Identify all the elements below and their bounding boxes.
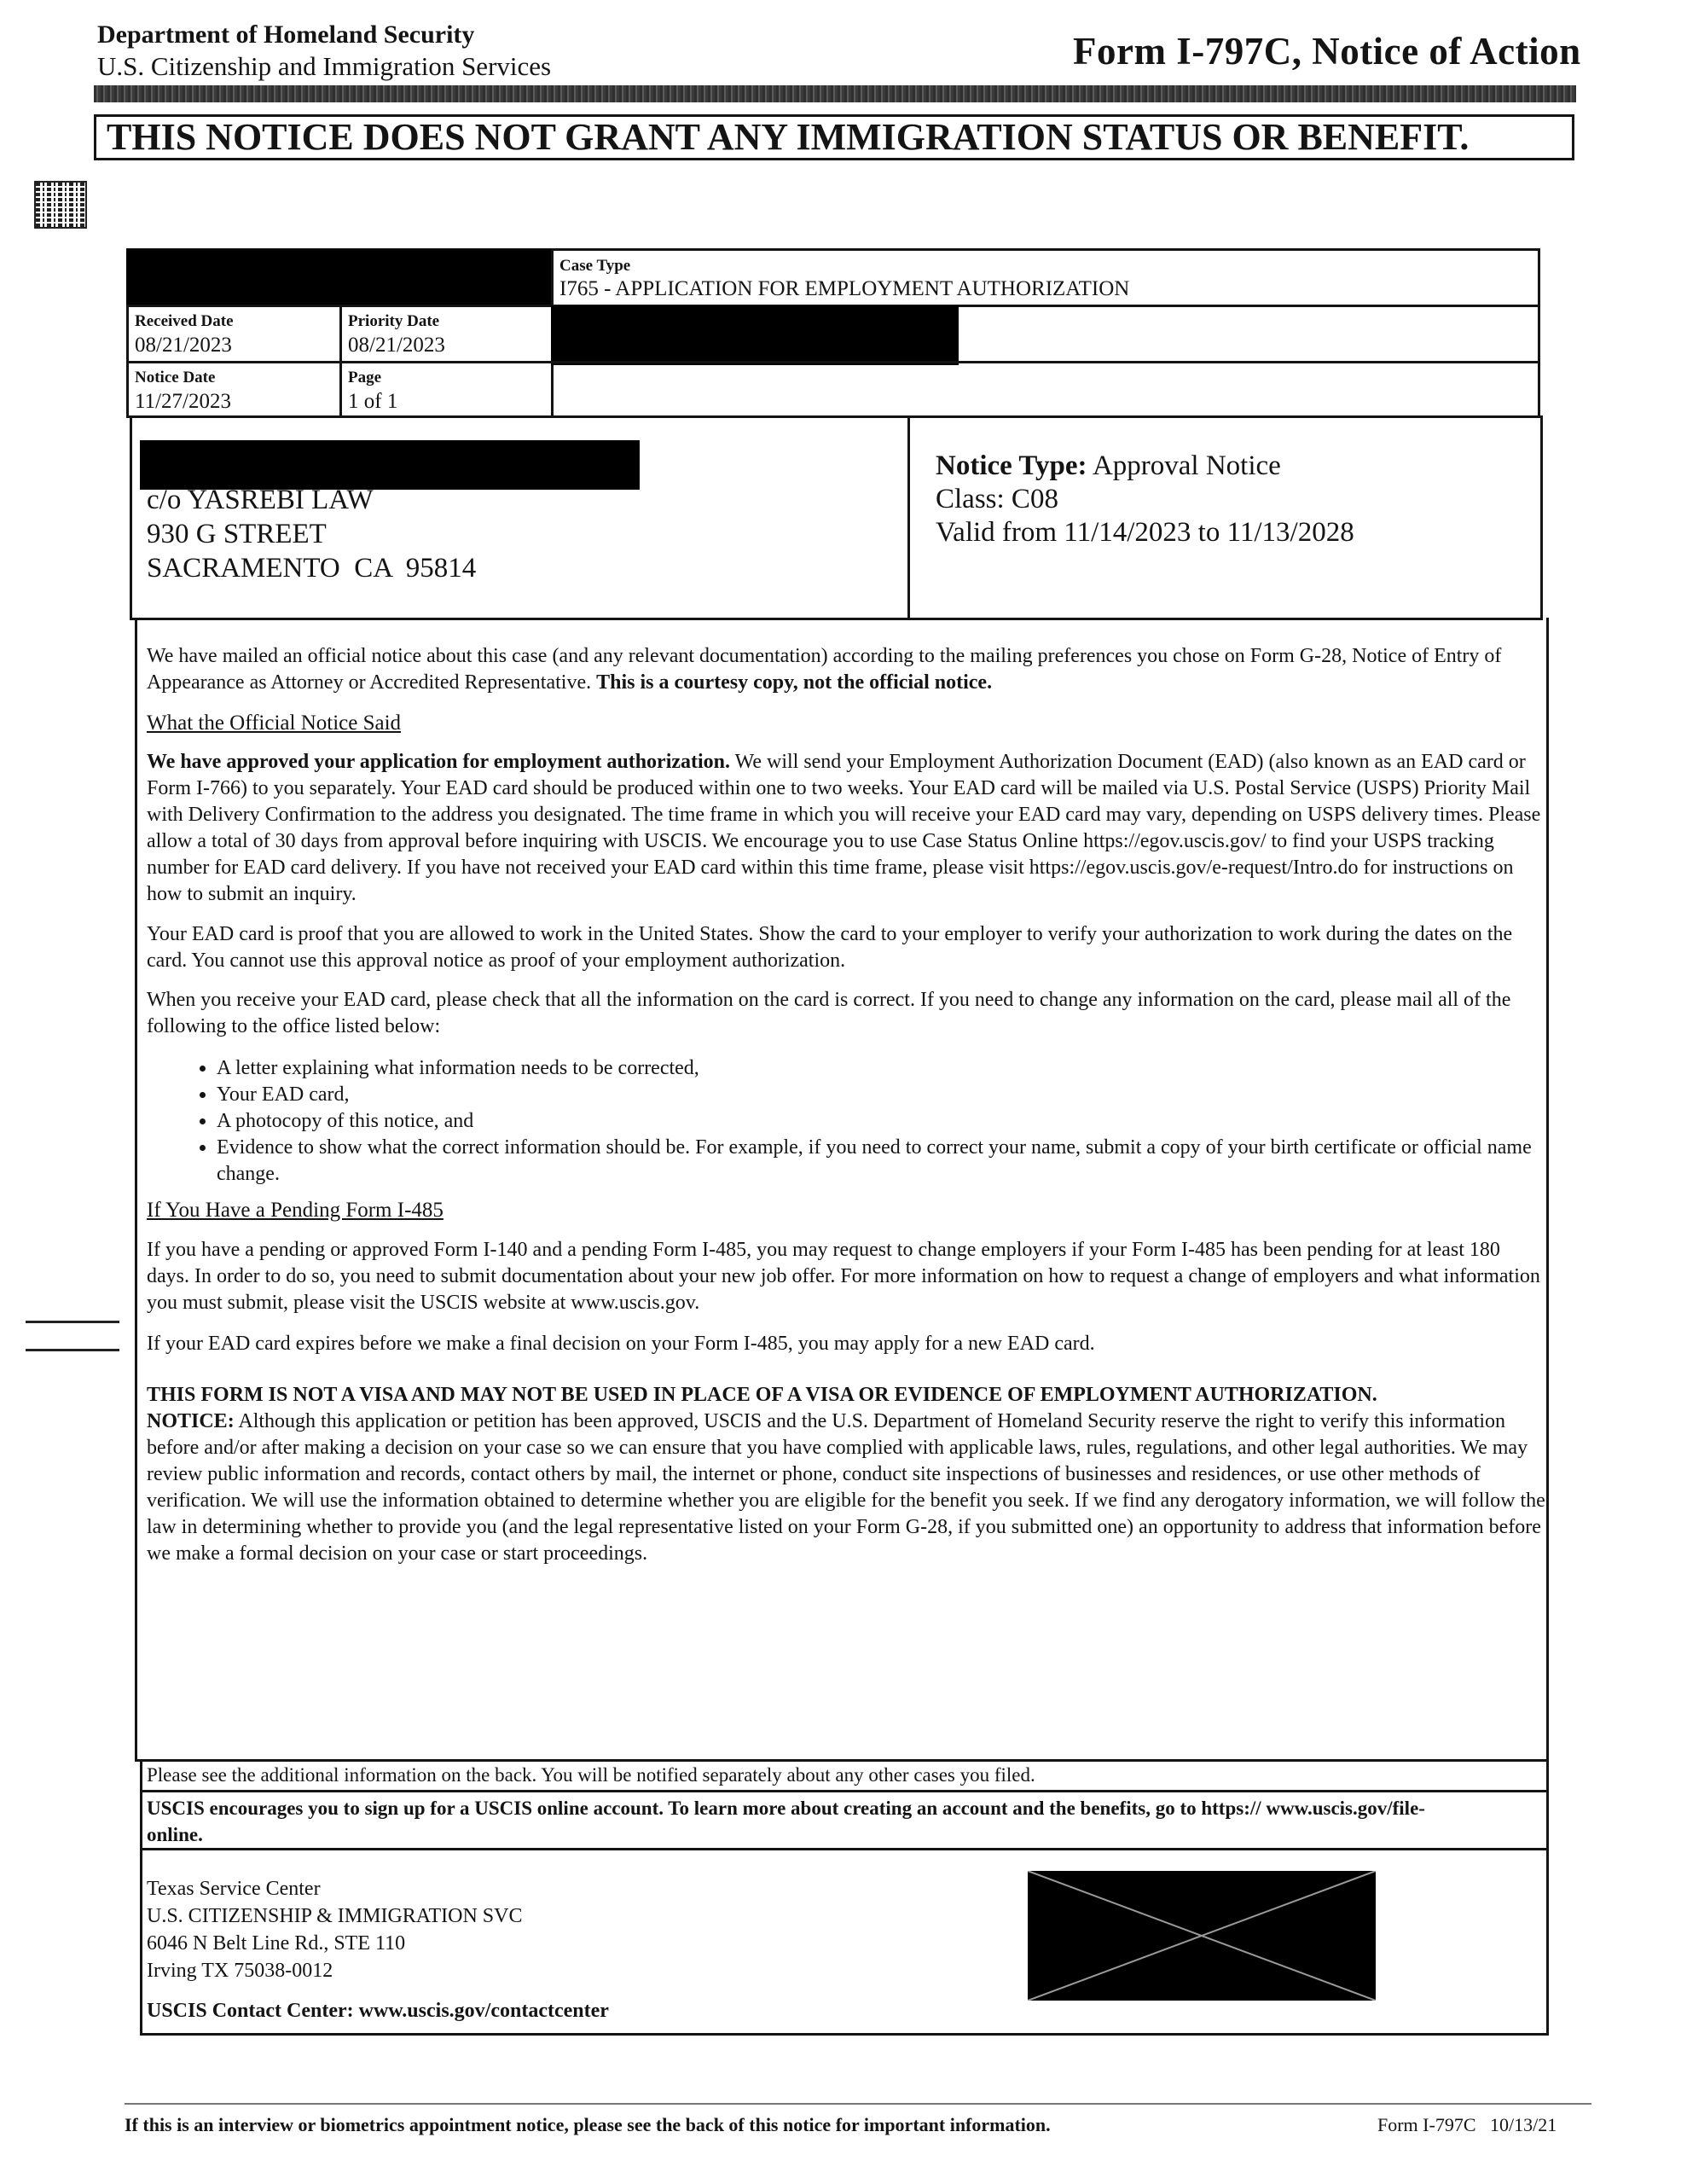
page-value: 1 of 1 [348,390,398,413]
notice-type-value: Approval Notice [1092,450,1281,481]
approval-bold: We have approved your application for employment authorization. [147,751,731,773]
received-date-value: 08/21/2023 [135,334,232,357]
body-frame-right [1546,618,1549,1761]
signature-redaction [1028,1871,1376,2001]
grid-line [907,415,910,620]
bottom-rule [125,2103,1591,2105]
section-heading-official-notice: What the Official Notice Said [147,712,402,735]
verification-text: Although this application or petition has been approved, USCIS and the U.S. Department of Homeland Security reserve the right to verify this information before and/or after making a decision on your case so we can ensure that you have complied with applicable laws, rules, regulations, and other legal authorities. We may review public information and records, contact others by mail, the internet or phone, conduct site inspections of businesses and residences, or use other methods of verification. We will use the information obtained to determine whether you are eligible for the benefit you seek. If we find any derogatory information, we will follow the law in determining whether to provide you (and the legal representative listed on your Form G-28, if you submitted one) an opportunity to address that information before we make a formal decision on your case or start proceedings. [147,1410,1545,1565]
approval-text: We will send your Employment Authorization Document (EAD) (also known as an EAD card or Form I-766) to you separately. Your EAD card should be produced within one to two weeks. Your EAD card will be mailed via U.S. Postal Service (USPS) Priority Mail with Delivery Confirmation to the address you designated. The time frame in which you will receive your EAD card may vary, depending on USPS delivery times. Please allow a total of 30 days from approval before inquiring with USCIS. We encourage you to use Case Status Online https://egov.uscis.gov/ to find your USPS tracking number for EAD card delivery. If you have not received your EAD card within this time frame, please visit https://egov.uscis.gov/e-request/Intro.do for instructions on how to submit an inquiry. [147,751,1541,905]
grid-line [1546,1759,1549,2036]
online-account-note: USCIS encourages you to sign up for a USCIS online account. To learn more about creating an account and the benefits, go to https:// www.uscis.gov/file-online. [147,1798,1425,1845]
grid-line [140,1848,1549,1850]
notice-class: Class: C08 [936,484,1058,514]
list-item: • A letter explaining what information needs to be corrected, [217,1055,1576,1082]
grid-line [140,1759,142,2036]
courtesy-copy-paragraph [147,643,1545,696]
agency-subname: U.S. Citizenship and Immigration Services [97,51,552,81]
grid-line [130,618,1543,620]
form-edition: Form I-797C 10/13/21 [1377,2114,1557,2135]
case-type-value: I765 - APPLICATION FOR EMPLOYMENT AUTHORIZATION [559,277,1130,300]
redacted-beneficiary [551,305,959,365]
notice-label-bold: NOTICE: [147,1410,235,1432]
page-label: Page [348,369,382,386]
visa-notice-paragraph [147,1382,1545,1567]
notice-type-block [936,450,1354,549]
list-item: • A photocopy of this notice, and [217,1108,1576,1135]
notice-date-label: Notice Date [135,369,216,386]
section-heading-pending-i485: If You Have a Pending Form I-485 [147,1199,443,1222]
qr-code-icon [34,181,87,229]
body-frame-left [135,618,137,1761]
grid-line [130,415,132,620]
header-divider-bar [94,85,1576,102]
priority-date-label: Priority Date [348,312,440,330]
priority-date-value: 08/21/2023 [348,334,445,357]
agency-name: Department of Homeland Security [97,20,475,49]
ead-expiry-paragraph: If your EAD card expires before we make a final decision on your Form I-485, you may apply for a new EAD card. [147,1333,1095,1355]
notice-date-value: 11/27/2023 [135,390,231,413]
courtesy-copy-bold: This is a courtesy copy, not the official notice. [596,671,993,694]
list-item: • Your EAD card, [217,1082,1576,1108]
mailing-address: c/o YASREBI LAW 930 G STREET SACRAMENTO CA 95814 [147,485,477,584]
grid-line [140,2033,1549,2036]
approval-paragraph [147,749,1545,908]
notice-validity: Valid from 11/14/2023 to 11/13/2028 [936,517,1354,548]
notice-type-label: Notice Type: [936,450,1087,481]
redacted-receipt-number [126,249,551,307]
warning-banner: THIS NOTICE DOES NOT GRANT ANY IMMIGRATION STATUS OR BENEFIT. [94,114,1574,160]
list-item: • Evidence to show what the correct information should be. For example, if you need to correct your name, submit a copy of your birth certificate or official name change. [217,1135,1576,1188]
grid-line [126,415,1540,418]
grid-line [126,361,1540,363]
courtesy-copy-text: We have mailed an official notice about this case (and any relevant documentation) according to the mailing preferences you chose on Form G-28, Notice of Entry of Appearance as Attorney or Accredited Representative. [147,645,1502,694]
grid-line [1540,415,1543,620]
correction-paragraph: When you receive your EAD card, please check that all the information on the card is correct. If you need to change any information on the card, please mail all of the following to the office listed below: [147,989,1511,1037]
interview-notice-footer: If this is an interview or biometrics appointment notice, please see the back of this notice for important information. [125,2114,1051,2135]
grid-line [1538,248,1540,417]
correction-list [186,1055,1576,1188]
contact-center: USCIS Contact Center: www.uscis.gov/contactcenter [147,2000,609,2022]
signature-cross-icon [1028,1871,1376,2001]
margin-mark [26,1349,119,1351]
grid-line [135,1759,1549,1762]
grid-line [140,1790,1549,1792]
additional-info-note: Please see the additional information on the back. You will be notified separately about any other cases you filed. [147,1764,1035,1786]
ead-proof-paragraph: Your EAD card is proof that you are allowed to work in the United States. Show the card to your employer to verify your authorization to work during the dates on the card. You cannot use this approval notice as proof of your employment authorization. [147,923,1513,972]
form-title: Form I-797C, Notice of Action [1073,30,1581,73]
case-type-label: Case Type [559,257,631,275]
pending-i485-paragraph: If you have a pending or approved Form I-140 and a pending Form I-485, you may request to change employers if your Form I-485 has been pending for at least 180 days. In order to do so, you need to submit documentation about your new job offer. For more information on how to request a change of employers and what information you must submit, please visit the USCIS website at www.uscis.gov. [147,1239,1540,1314]
service-center-address: Texas Service Center U.S. CITIZENSHIP & IMMIGRATION SVC 6046 N Belt Line Rd., STE 110 Irving TX 75038-0012 [147,1878,523,1982]
received-date-label: Received Date [135,312,234,330]
visa-warning-bold: THIS FORM IS NOT A VISA AND MAY NOT BE USED IN PLACE OF A VISA OR EVIDENCE OF EMPLOYMENT AUTHORIZATION. [147,1384,1377,1406]
margin-mark [26,1321,119,1323]
